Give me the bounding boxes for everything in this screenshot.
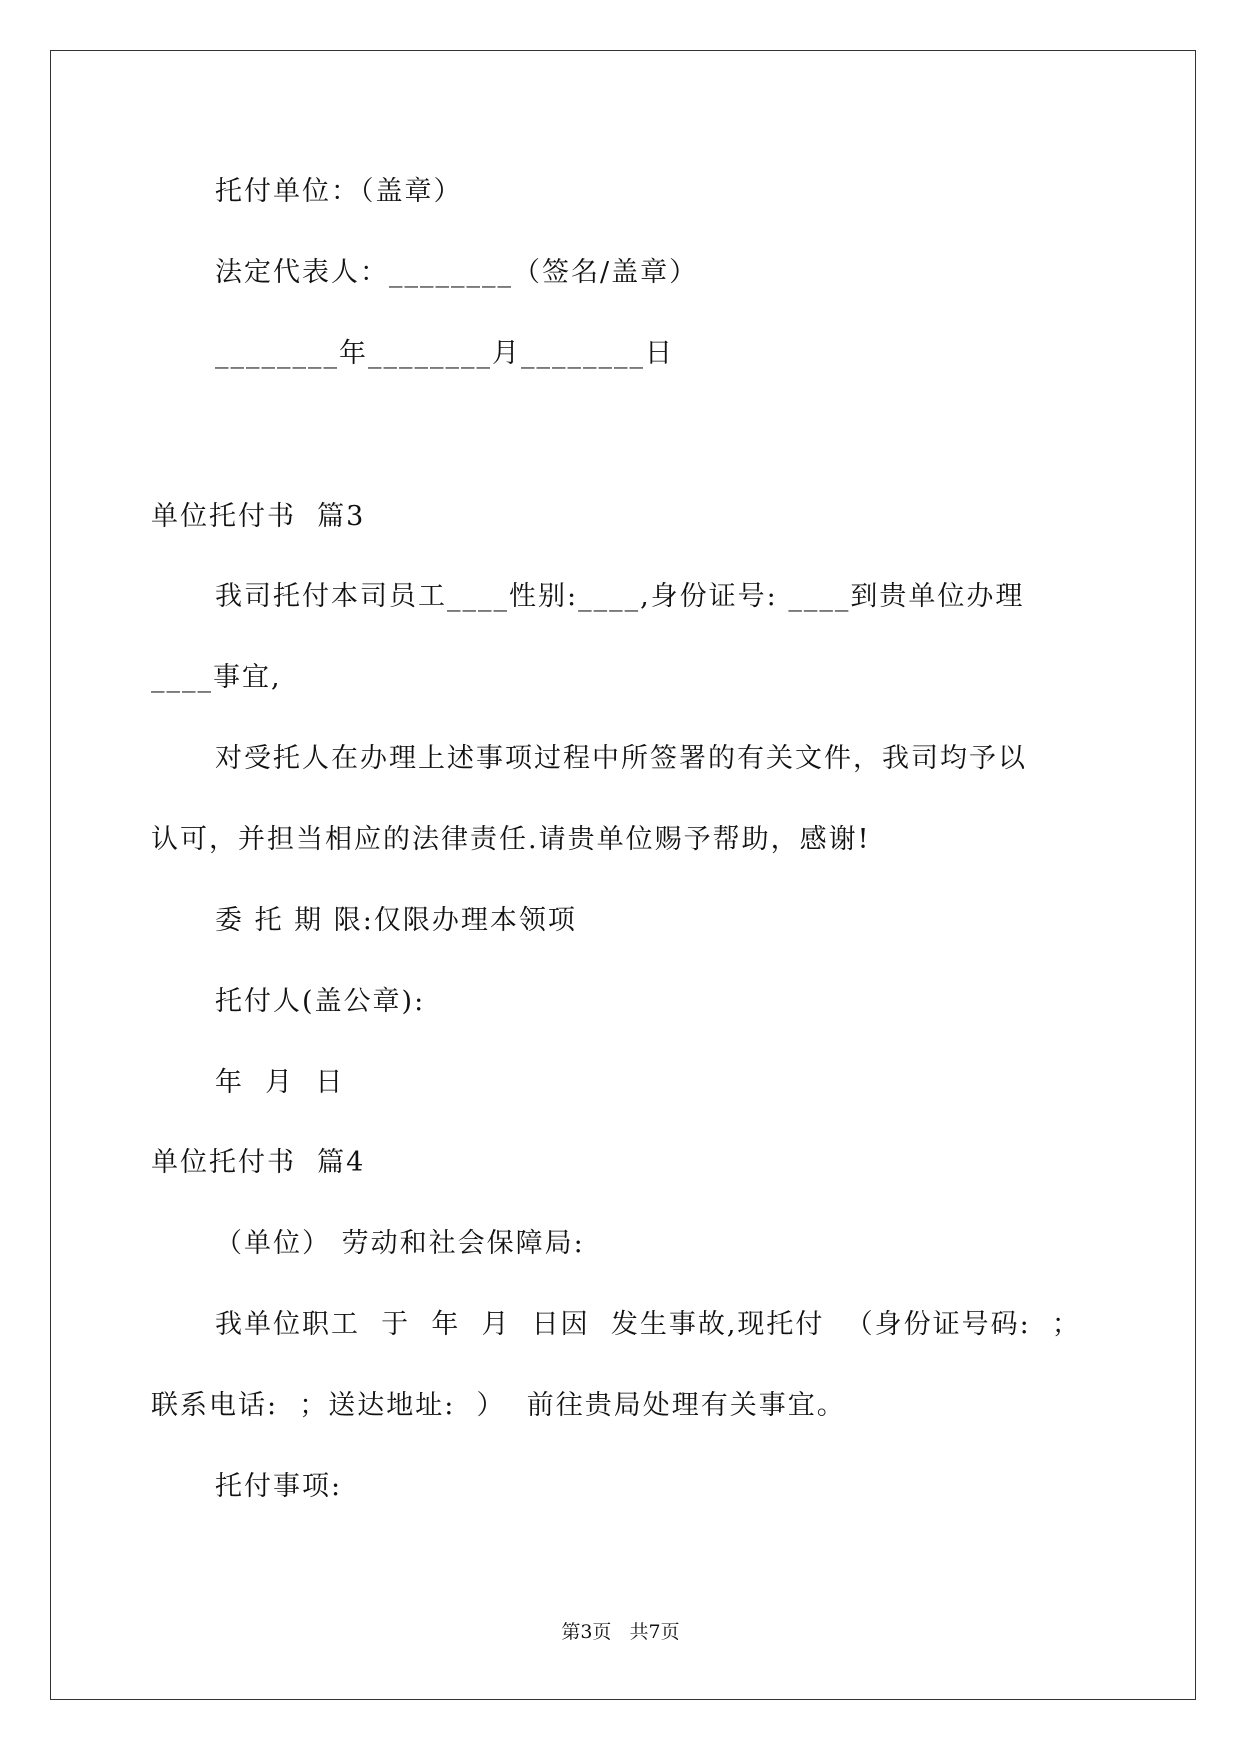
- principal-seal-line: 托付单位：（盖章）: [215, 176, 463, 207]
- addressee-line: （单位） 劳动和社会保障局:: [215, 1228, 585, 1259]
- page-number: 第3页 共7页: [561, 1621, 680, 1643]
- legal-representative-line: 法定代表人：________（签名/盖章）: [215, 257, 699, 288]
- date-line: 年 月 日: [215, 1067, 345, 1098]
- page-border: [50, 50, 1196, 1700]
- date-blank-line: ________年________月________日: [215, 338, 674, 369]
- paragraph-line: 我单位职工 于 年 月 日因 发生事故,现托付 （身份证号码: ；: [215, 1309, 1081, 1340]
- paragraph-line: 认可，并担当相应的法律责任.请贵单位赐予帮助，感谢!: [151, 824, 871, 855]
- paragraph-line: ____事宜,: [151, 662, 282, 693]
- principal-stamp-line: 托付人(盖公章):: [215, 986, 426, 1017]
- section-heading-3: 单位托付书 篇3: [151, 501, 366, 532]
- authorization-period-line: 委 托 期 限:仅限办理本领项: [215, 905, 577, 936]
- paragraph-line: 对受托人在办理上述事项过程中所签署的有关文件，我司均予以: [215, 743, 1027, 774]
- paragraph-line: 联系电话: ；送达地址: ） 前往贵局处理有关事宜。: [151, 1390, 846, 1421]
- matters-line: 托付事项:: [215, 1471, 343, 1502]
- paragraph-line: 我司托付本司员工____性别:____,身份证号: ____到贵单位办理: [215, 581, 1025, 612]
- section-heading-4: 单位托付书 篇4: [151, 1147, 366, 1178]
